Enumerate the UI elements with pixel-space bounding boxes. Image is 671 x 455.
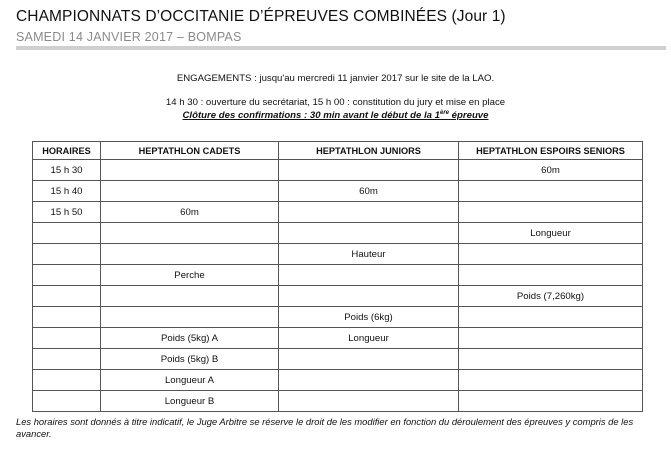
- espoirs-seniors-cell: Longueur: [459, 223, 643, 244]
- espoirs-seniors-cell: [459, 202, 643, 223]
- closure-end: épreuve: [449, 110, 489, 122]
- closure-superscript: ère: [440, 110, 450, 116]
- espoirs-seniors-cell: Poids (7,260kg): [459, 286, 643, 307]
- cadets-cell: [101, 181, 279, 202]
- time-cell: [33, 265, 101, 286]
- juniors-cell: [279, 202, 459, 223]
- page-subtitle: SAMEDI 14 JANVIER 2017 – BOMPAS: [16, 30, 242, 44]
- cadets-cell: [101, 223, 279, 244]
- espoirs-seniors-cell: [459, 349, 643, 370]
- table-row: [33, 181, 643, 202]
- table-row: [33, 370, 643, 391]
- espoirs-seniors-cell: [459, 307, 643, 328]
- table-row: [33, 202, 643, 223]
- table-row: [33, 223, 643, 244]
- table-header-row: [33, 142, 643, 160]
- time-cell: [33, 328, 101, 349]
- footnote: Les horaires sont donnés à titre indicatif, le Juge Arbitre se réserve le droit de les modifier en fonction du déroulement des épreuves y compris de les avancer.: [16, 416, 634, 439]
- schedule-table: [32, 141, 643, 412]
- closure-text: [0, 110, 671, 121]
- cadets-cell: [101, 307, 279, 328]
- time-cell: [33, 307, 101, 328]
- table-row: [33, 349, 643, 370]
- header-juniors: HEPTATHLON JUNIORS: [279, 142, 459, 160]
- cadets-cell: [101, 160, 279, 181]
- opening-text: 14 h 30 : ouverture du secrétariat, 15 h 00 : constitution du jury et mise en place: [165, 97, 506, 108]
- espoirs-seniors-cell: [459, 328, 643, 349]
- table-row: [33, 328, 643, 349]
- header-divider: [16, 46, 666, 50]
- espoirs-seniors-cell: [459, 181, 643, 202]
- juniors-cell: Hauteur: [279, 244, 459, 265]
- header-espoirs-seniors: HEPTATHLON ESPOIRS SENIORS: [459, 142, 643, 160]
- juniors-cell: [279, 391, 459, 412]
- cadets-cell: [101, 286, 279, 307]
- time-cell: [33, 391, 101, 412]
- header-horaires: HORAIRES: [33, 142, 101, 160]
- time-cell: 15 h 30: [33, 160, 101, 181]
- table-row: [33, 286, 643, 307]
- juniors-cell: [279, 349, 459, 370]
- schedule-body: [33, 160, 643, 412]
- cadets-cell: Longueur A: [101, 370, 279, 391]
- time-cell: [33, 349, 101, 370]
- cadets-cell: 60m: [101, 202, 279, 223]
- table-row: [33, 160, 643, 181]
- engagements-text: ENGAGEMENTS : jusqu'au mercredi 11 janvier 2017 sur le site de la LAO.: [176, 73, 495, 84]
- page-title: CHAMPIONNATS D’OCCITANIE D’ÉPREUVES COMBINÉES (Jour 1): [16, 8, 506, 25]
- cadets-cell: [101, 244, 279, 265]
- juniors-cell: [279, 286, 459, 307]
- table-row: [33, 307, 643, 328]
- time-cell: [33, 370, 101, 391]
- time-cell: [33, 244, 101, 265]
- juniors-cell: [279, 265, 459, 286]
- espoirs-seniors-cell: [459, 391, 643, 412]
- time-cell: [33, 286, 101, 307]
- espoirs-seniors-cell: [459, 265, 643, 286]
- closure-main: Clôture des confirmations : 30 min avant le début de la 1: [182, 110, 440, 122]
- table-row: [33, 244, 643, 265]
- cadets-cell: Poids (5kg) A: [101, 328, 279, 349]
- table-row: [33, 265, 643, 286]
- juniors-cell: [279, 223, 459, 244]
- cadets-cell: Longueur B: [101, 391, 279, 412]
- juniors-cell: Longueur: [279, 328, 459, 349]
- juniors-cell: Poids (6kg): [279, 307, 459, 328]
- table-row: [33, 391, 643, 412]
- time-cell: [33, 223, 101, 244]
- cadets-cell: Perche: [101, 265, 279, 286]
- juniors-cell: 60m: [279, 181, 459, 202]
- time-cell: 15 h 40: [33, 181, 101, 202]
- espoirs-seniors-cell: 60m: [459, 160, 643, 181]
- juniors-cell: [279, 160, 459, 181]
- header-cadets: HEPTATHLON CADETS: [101, 142, 279, 160]
- espoirs-seniors-cell: [459, 244, 643, 265]
- time-cell: 15 h 50: [33, 202, 101, 223]
- juniors-cell: [279, 370, 459, 391]
- espoirs-seniors-cell: [459, 370, 643, 391]
- cadets-cell: Poids (5kg) B: [101, 349, 279, 370]
